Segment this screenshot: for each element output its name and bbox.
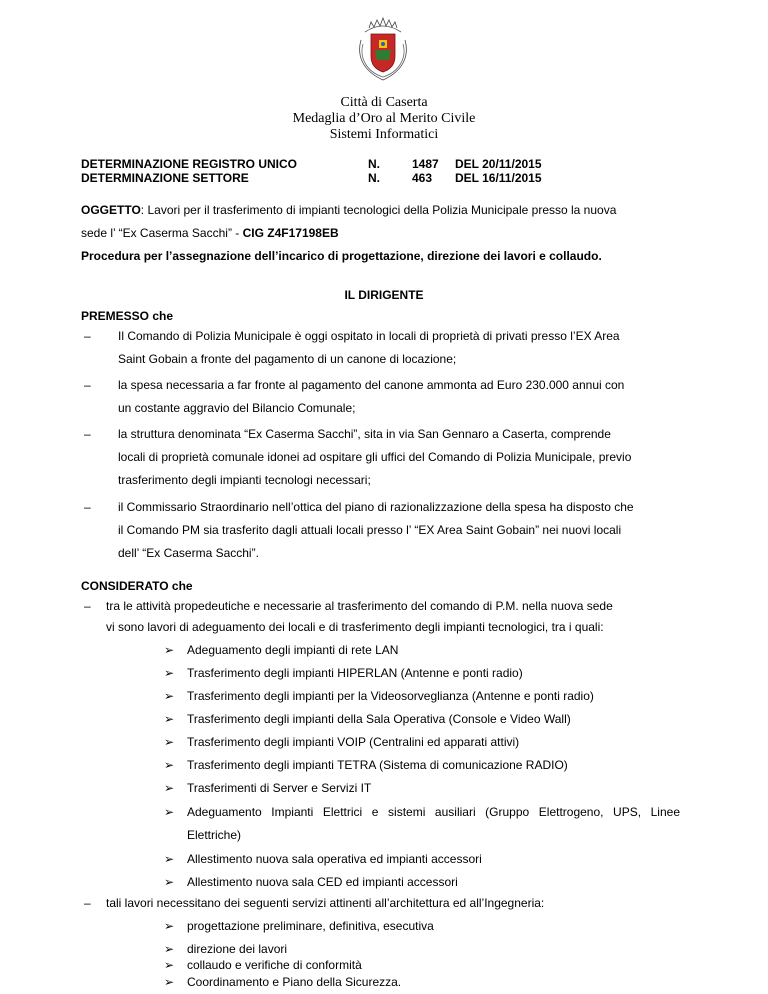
dash-bullet: – <box>84 427 91 441</box>
premesso-item: Saint Gobain a fronte del pagamento di un canone di locazione; <box>118 352 457 366</box>
arrow-bullet-icon: ➢ <box>164 712 175 726</box>
registry-row <box>81 171 601 185</box>
considerato-intro: vi sono lavori di adeguamento dei locali e di trasferimento degli impianti tecnologici, tra i quali: <box>106 620 604 634</box>
registry-n: N. <box>368 171 380 185</box>
arrow-bullet-icon: ➢ <box>164 666 175 680</box>
service-item: Coordinamento e Piano della Sicurezza. <box>187 975 402 989</box>
works-item-continuation: Elettriche) <box>187 828 242 842</box>
dash-bullet: – <box>84 329 91 343</box>
subject-text: : Lavori per il trasferimento di impianti tecnologici della Polizia Municipale presso la nuova <box>140 203 617 217</box>
works-item: Trasferimenti di Server e Servizi IT <box>187 781 372 795</box>
city-name: Città di Caserta <box>340 95 428 110</box>
subject-label: OGGETTO <box>81 203 141 217</box>
dash-bullet: – <box>84 378 91 392</box>
service-item: collaudo e verifiche di conformità <box>187 958 362 972</box>
medal-line: Medaglia d’Oro al Merito Civile <box>292 111 476 126</box>
arrow-bullet-icon: ➢ <box>164 958 175 972</box>
premesso-item: un costante aggravio del Bilancio Comunale; <box>118 401 356 415</box>
dash-bullet: – <box>84 500 91 514</box>
dash-bullet: – <box>84 599 91 613</box>
premesso-item: la struttura denominata “Ex Caserma Sacchi”, sita in via San Gennaro a Caserta, comprende <box>118 427 611 441</box>
section-heading: IL DIRIGENTE <box>344 288 424 302</box>
considerato-intro: tra le attività propedeutiche e necessarie al trasferimento del comando di P.M. nella nuova sede <box>106 599 613 613</box>
arrow-bullet-icon: ➢ <box>164 689 175 703</box>
premesso-item: Il Comando di Polizia Municipale è oggi ospitato in locali di proprietà di privati presso l’EX Area <box>118 329 620 343</box>
arrow-bullet-icon: ➢ <box>164 758 175 772</box>
registry-row <box>81 157 601 171</box>
services-intro: tali lavori necessitano dei seguenti servizi attinenti all’architettura ed all’Ingegneria: <box>106 896 545 910</box>
registry-date: DEL 16/11/2015 <box>455 171 542 185</box>
arrow-bullet-icon: ➢ <box>164 805 175 819</box>
premesso-item: la spesa necessaria a far fronte al pagamento del canone ammonta ad Euro 230.000 annui con <box>118 378 625 392</box>
arrow-bullet-icon: ➢ <box>164 942 175 956</box>
office-name: Sistemi Informatici <box>329 127 439 142</box>
premesso-item: il Comando PM sia trasferito dagli attuali locali presso l’ “EX Area Saint Gobain” nei nuovi locali <box>118 523 622 537</box>
arrow-bullet-icon: ➢ <box>164 875 175 889</box>
premesso-item: locali di proprietà comunale idonei ad ospitare gli uffici del Comando di Polizia Municipale, previo <box>118 450 632 464</box>
works-item: Trasferimento degli impianti VOIP (Centralini ed apparati attivi) <box>187 735 520 749</box>
registry-label: DETERMINAZIONE REGISTRO UNICO <box>81 157 298 171</box>
registry-n: N. <box>368 157 380 171</box>
arrow-bullet-icon: ➢ <box>164 735 175 749</box>
subject-line-1 <box>81 203 616 217</box>
registry-date: DEL 20/11/2015 <box>455 157 542 171</box>
arrow-bullet-icon: ➢ <box>164 781 175 795</box>
works-item: Trasferimento degli impianti HIPERLAN (Antenne e ponti radio) <box>187 666 523 680</box>
service-item: progettazione preliminare, definitiva, esecutiva <box>187 919 434 933</box>
subject-text: sede l’ “Ex Caserma Sacchi” - <box>81 226 243 240</box>
city-crest-logo <box>355 14 411 84</box>
premesso-item: dell’ “Ex Caserma Sacchi”. <box>118 546 259 560</box>
works-item: Trasferimento degli impianti per la Videosorveglianza (Antenne e ponti radio) <box>187 689 594 703</box>
arrow-bullet-icon: ➢ <box>164 852 175 866</box>
registry-number: 463 <box>412 171 433 185</box>
registry-number: 1487 <box>412 157 439 171</box>
dash-bullet: – <box>84 896 91 910</box>
premesso-item: trasferimento degli impianti tecnologi necessari; <box>118 473 371 487</box>
subject-line-2 <box>81 226 339 240</box>
cig-code: CIG Z4F17198EB <box>242 226 339 240</box>
works-item: Trasferimento degli impianti della Sala Operativa (Console e Video Wall) <box>187 712 571 726</box>
works-item: Adeguamento Impianti Elettrici e sistemi ausiliari (Gruppo Elettrogeno, UPS, Linee <box>187 805 680 819</box>
service-item: direzione dei lavori <box>187 942 288 956</box>
works-item: Adeguamento degli impianti di rete LAN <box>187 643 399 657</box>
premesso-heading: PREMESSO che <box>81 309 174 323</box>
arrow-bullet-icon: ➢ <box>164 975 175 989</box>
premesso-item: il Commissario Straordinario nell’ottica del piano di razionalizzazione della spesa ha disposto che <box>118 500 634 514</box>
arrow-bullet-icon: ➢ <box>164 643 175 657</box>
subject-procedure: Procedura per l’assegnazione dell’incarico di progettazione, direzione dei lavori e collaudo. <box>81 249 602 263</box>
considerato-heading: CONSIDERATO che <box>81 579 193 593</box>
registry-label: DETERMINAZIONE SETTORE <box>81 171 249 185</box>
works-item: Allestimento nuova sala CED ed impianti accessori <box>187 875 458 889</box>
registry-table <box>81 157 601 185</box>
works-item: Trasferimento degli impianti TETRA (Sistema di comunicazione RADIO) <box>187 758 568 772</box>
works-item: Allestimento nuova sala operativa ed impianti accessori <box>187 852 482 866</box>
arrow-bullet-icon: ➢ <box>164 919 175 933</box>
